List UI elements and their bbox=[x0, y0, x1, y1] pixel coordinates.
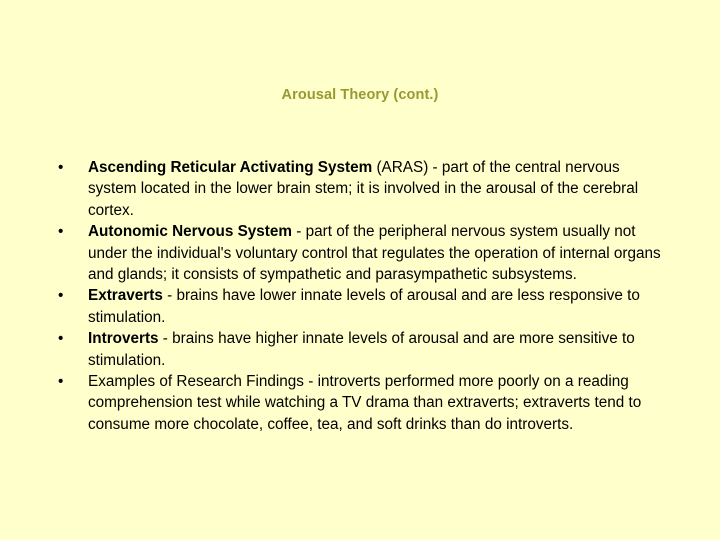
list-item bbox=[54, 157, 668, 221]
list-item bbox=[54, 328, 668, 371]
list-item bbox=[54, 221, 668, 285]
list-item-lead: Autonomic Nervous System bbox=[88, 223, 293, 241]
list-item-body: - introverts performed more poorly on a reading comprehension test while watching a TV drama than extraverts; extraverts tend to consume more chocolate, coffee, tea, and soft drinks than do introverts. bbox=[88, 373, 642, 433]
bullet-point-icon: • bbox=[58, 223, 64, 241]
list-item-body: - part of the peripheral nervous system usually not under the individual's voluntary control that regulates the operation of internal organs and glands; it consists of sympathetic and parasympathetic subsystems. bbox=[88, 223, 661, 284]
list-item-text bbox=[88, 371, 668, 435]
list-item-body: - brains have higher innate levels of arousal and are more sensitive to stimulation. bbox=[88, 330, 635, 369]
list-item bbox=[54, 371, 668, 435]
list-item-body: (ARAS) - part of the central nervous system located in the lower brain stem; it is involved in the arousal of the cerebral cortex. bbox=[88, 159, 639, 219]
bullet-point-icon: • bbox=[58, 330, 64, 348]
list-item-body: - brains have lower innate levels of arousal and are less responsive to stimulation. bbox=[88, 287, 640, 326]
page-title: Arousal Theory (cont.) bbox=[281, 87, 439, 103]
list-item-text bbox=[88, 221, 668, 285]
list-item-text bbox=[88, 328, 668, 371]
list-item-lead: Examples of Research Findings bbox=[88, 373, 304, 391]
bullet-point-icon: • bbox=[58, 373, 64, 391]
bullet-point-icon: • bbox=[58, 287, 64, 305]
list-item-lead: Ascending Reticular Activating System bbox=[88, 159, 373, 176]
list-item-text bbox=[88, 285, 668, 328]
bullet-point-icon: • bbox=[58, 159, 64, 176]
list-item-lead: Introverts bbox=[88, 330, 159, 348]
list-item-text bbox=[88, 157, 668, 221]
bullet-list bbox=[54, 157, 668, 435]
list-item bbox=[54, 285, 668, 328]
list-item-lead: Extraverts bbox=[88, 287, 163, 305]
